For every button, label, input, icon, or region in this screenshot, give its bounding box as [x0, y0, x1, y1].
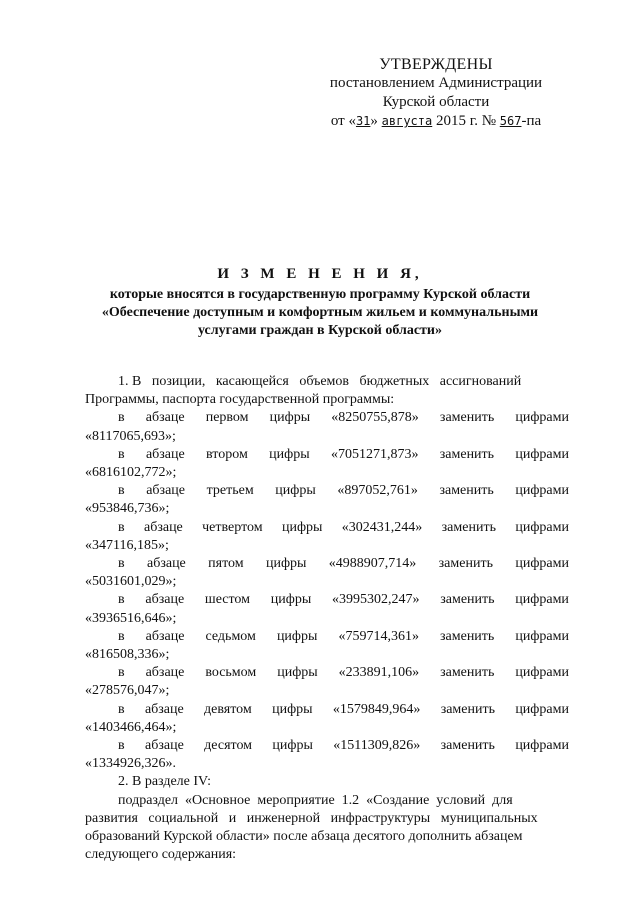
amendment-word: абзаце [145, 446, 185, 462]
amendment-word: цифрами [515, 519, 569, 535]
amendment-word: заменить [441, 519, 496, 535]
amendment-new-value: «5031601,029»; [85, 574, 177, 590]
amendment-word: в [118, 701, 125, 717]
amendment-word: цифры [272, 701, 313, 717]
amendment-word: «7051271,873» [330, 446, 419, 462]
amendment-word: в [118, 519, 125, 535]
amendment-word: цифрами [515, 628, 569, 644]
section2-line-3: образований Курской области» после абзаца десятого дополнить абзацем [85, 829, 523, 845]
amendment-word: в [118, 556, 125, 572]
amendment-new-value: «953846,736»; [85, 501, 170, 517]
amendment-row [85, 591, 569, 609]
amendment-word: абзаце [145, 410, 185, 426]
amendment-row [85, 519, 569, 537]
approval-number: 567 [499, 114, 522, 128]
title-heading: И З М Е Н Е Н И Я, [217, 266, 423, 282]
amendment-word: заменить [439, 446, 495, 462]
title-line-3: услугами граждан в Курской области» [197, 323, 442, 338]
amendment-word: цифрами [515, 701, 569, 717]
amendment-new-value: «278576,047»; [85, 683, 170, 699]
amendment-word: абзаце [144, 701, 184, 717]
amendment-word: втором [206, 446, 248, 462]
amendment-word: в [118, 628, 125, 644]
amendment-word: абзаце [145, 628, 185, 644]
amendment-word: заменить [440, 592, 495, 608]
approval-number-suffix: -па [521, 113, 542, 129]
amendment-word: абзаце [146, 483, 186, 499]
document-body [85, 373, 569, 864]
amendment-word: первом [205, 410, 249, 426]
amendment-word: «1511309,826» [333, 738, 421, 754]
amendment-word: седьмом [205, 628, 256, 644]
amendment-word: цифры [270, 592, 312, 608]
date-prefix: от « [330, 113, 356, 129]
amendment-row [85, 701, 569, 719]
amendment-word: цифры [277, 665, 318, 681]
approval-line-1: постановлением Администрации [329, 75, 543, 91]
amendment-word: цифры [281, 519, 323, 535]
amendment-word: восьмом [205, 665, 257, 681]
amendment-word: цифрами [515, 410, 569, 426]
amendment-word: цифры [276, 628, 318, 644]
amendment-word: заменить [440, 738, 495, 754]
amendment-word: в [118, 592, 125, 608]
amendment-new-value: «1403466,464»; [85, 719, 177, 735]
amendment-word: цифрами [515, 592, 569, 608]
amendment-new-value: «3936516,646»; [85, 610, 177, 626]
amendment-word: заменить [440, 665, 495, 681]
amendment-new-value: «816508,336»; [85, 647, 170, 663]
amendment-word: абзаце [145, 592, 185, 608]
amendment-row [85, 555, 569, 573]
amendment-word: в [118, 446, 125, 462]
section2-line-4: следующего содержания: [85, 847, 237, 863]
date-day-suffix: » [370, 113, 378, 129]
section2-line-2: развития социальной и инженерной инфраструктуры муниципальных [85, 810, 538, 826]
amendment-word: «302431,244» [341, 519, 423, 535]
amendment-row [85, 664, 569, 682]
approval-day: 31 [355, 114, 371, 128]
amendment-word: абзаце [145, 738, 184, 754]
amendment-word: в [118, 738, 125, 754]
approval-month: августа [381, 114, 433, 128]
section2-line-1: подраздел «Основное мероприятие 1.2 «Создание условий для [118, 792, 513, 808]
amendment-word: в [118, 410, 125, 426]
amendment-word: в [118, 665, 125, 681]
amendment-word: цифрами [515, 556, 569, 572]
amendment-word: «4988907,714» [328, 556, 417, 572]
amendment-word: третьем [206, 483, 254, 499]
approval-year: 2015 г. № [435, 113, 497, 129]
section1-intro-line-2: Программы, паспорта государственной программы: [85, 392, 395, 408]
amendment-word: цифрами [515, 665, 569, 681]
amendment-word: цифрами [515, 446, 569, 462]
approval-line-2: Курской области [382, 94, 490, 110]
amendment-new-value: «1334926,326». [85, 756, 176, 772]
document-title [60, 265, 580, 340]
amendment-word: «233891,106» [338, 665, 420, 681]
amendment-new-value: «6816102,772»; [85, 465, 177, 481]
amendment-word: в [118, 483, 125, 499]
approval-heading: УТВЕРЖДЕНЫ [379, 56, 493, 73]
amendment-word: заменить [440, 628, 495, 644]
amendment-row [85, 409, 569, 427]
section1-intro-line-1: 1. В позиции, касающейся объемов бюджетных ассигнований [118, 374, 522, 389]
amendment-word: цифрами [515, 738, 569, 754]
amendment-word: абзаце [143, 519, 183, 535]
amendment-word: цифры [265, 556, 307, 572]
amendment-word: абзаце [146, 556, 186, 572]
amendment-word: цифрами [515, 483, 569, 499]
approval-stamp [286, 55, 586, 131]
amendment-word: заменить [438, 556, 493, 572]
title-line-2: «Обеспечение доступным и комфортным жильем и коммунальными [101, 305, 539, 320]
amendment-word: пятом [208, 556, 244, 572]
amendment-word: шестом [204, 592, 251, 608]
amendment-word: десятом [204, 738, 253, 754]
amendment-word: цифры [272, 738, 313, 754]
amendment-row [85, 446, 569, 464]
amendment-word: заменить [440, 701, 495, 717]
amendment-word: цифры [275, 483, 316, 499]
amendment-word: «897052,761» [337, 483, 418, 499]
amendment-word: четвертом [202, 519, 263, 535]
amendment-row [85, 482, 569, 500]
amendment-word: цифры [269, 410, 311, 426]
amendment-word: «1579849,964» [332, 701, 421, 717]
amendment-word: цифры [269, 446, 310, 462]
amendment-new-value: «8117065,693»; [85, 428, 176, 444]
amendment-new-value: «347116,185»; [85, 537, 169, 553]
amendment-word: заменить [439, 483, 494, 499]
approval-date-line [286, 112, 586, 131]
amendment-row [85, 628, 569, 646]
section2-heading: 2. В разделе IV: [118, 774, 211, 790]
amendment-list [85, 409, 569, 773]
amendment-row [85, 737, 569, 755]
amendment-word: «759714,361» [338, 628, 419, 644]
amendment-word: девятом [204, 701, 252, 717]
amendment-word: абзаце [145, 665, 185, 681]
amendment-word: «8250755,878» [331, 410, 419, 426]
title-line-1: которые вносятся в государственную программу Курской области [109, 287, 531, 302]
amendment-word: заменить [439, 410, 495, 426]
amendment-word: «3995302,247» [331, 592, 420, 608]
